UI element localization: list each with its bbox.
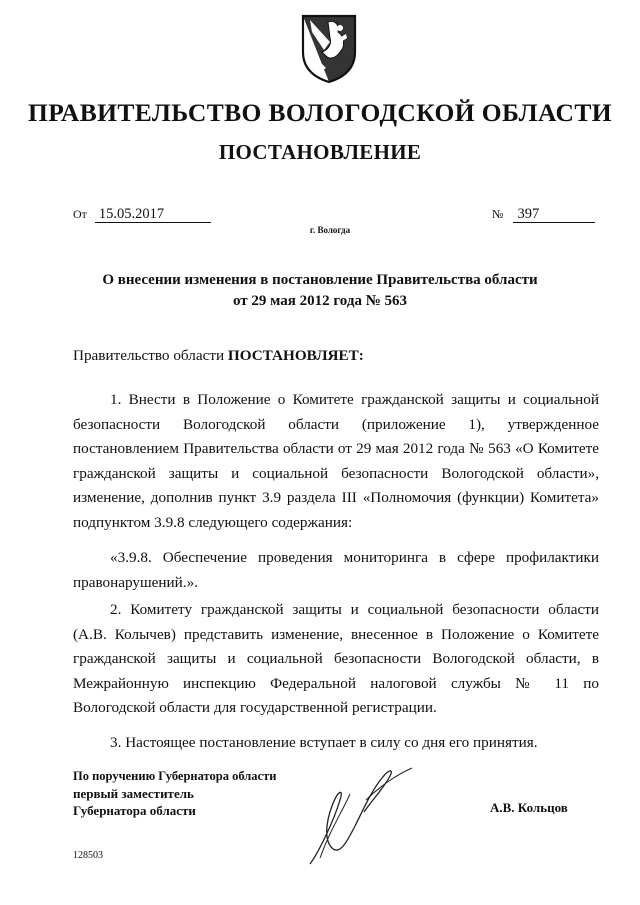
coat-of-arms-emblem	[300, 12, 358, 84]
intro-text: Правительство области	[73, 347, 228, 364]
subject-line-2: от 29 мая 2012 года № 563	[232, 293, 408, 309]
document-type: ПОСТАНОВЛЕНИЕ	[218, 140, 422, 164]
document-subject	[0, 270, 640, 312]
intro-decree-word: ПОСТАНОВЛЯЕТ:	[227, 347, 364, 364]
date-label: От	[73, 207, 87, 221]
signer-name: А.В. Кольцов	[490, 800, 568, 815]
signer-line-3: Губернатора области	[73, 803, 196, 818]
document-code: 128503	[73, 850, 103, 861]
signer-line-2: первый заместитель	[73, 786, 194, 801]
city-label: г. Вологда	[309, 225, 351, 235]
number-field	[492, 205, 595, 223]
paragraph-3: 3. Настоящее постановление вступает в силу со дня его принятия.	[110, 734, 538, 751]
organization-title: ПРАВИТЕЛЬСТВО ВОЛОГОДСКОЙ ОБЛАСТИ	[27, 98, 613, 127]
handwritten-signature	[290, 760, 430, 870]
date-value: 15.05.2017	[95, 207, 211, 223]
number-value: 397	[513, 207, 595, 223]
signer-line-1: По поручению Губернатора области	[73, 769, 277, 783]
intro-paragraph	[73, 344, 599, 369]
subject-line-1: О внесении изменения в постановление Правительства области	[102, 272, 538, 288]
date-field	[73, 205, 211, 223]
paragraph-2: 2. Комитету гражданской защиты и социальной безопасности области (А.В. Колычев) представить изменение, внесенное в Положение о Комитете гражданской защиты и социальной безопасности Вологодской области, в Межрайонную инспекцию Федеральной налоговой службы № 11 по Вологодской области для государственной регистрации.	[73, 601, 599, 716]
signer-position	[73, 768, 276, 819]
paragraph-1: 1. Внести в Положение о Комитете гражданской защиты и социальной безопасности Вологодской области (приложение 1), утвержденное постановлением Правительства области от 29 мая 2012 года № 563 «О Комитете гражданской защиты и социальной безопасности Вологодской области», изменение, дополнив пункт 3.9 раздела III «Полномочия (функции) Комитета» подпунктом 3.9.8 следующего содержания:	[73, 391, 599, 531]
quote-paragraph: «3.9.8. Обеспечение проведения мониторинга в сфере профилактики правонарушений.».	[73, 549, 599, 591]
number-label: №	[492, 207, 504, 221]
